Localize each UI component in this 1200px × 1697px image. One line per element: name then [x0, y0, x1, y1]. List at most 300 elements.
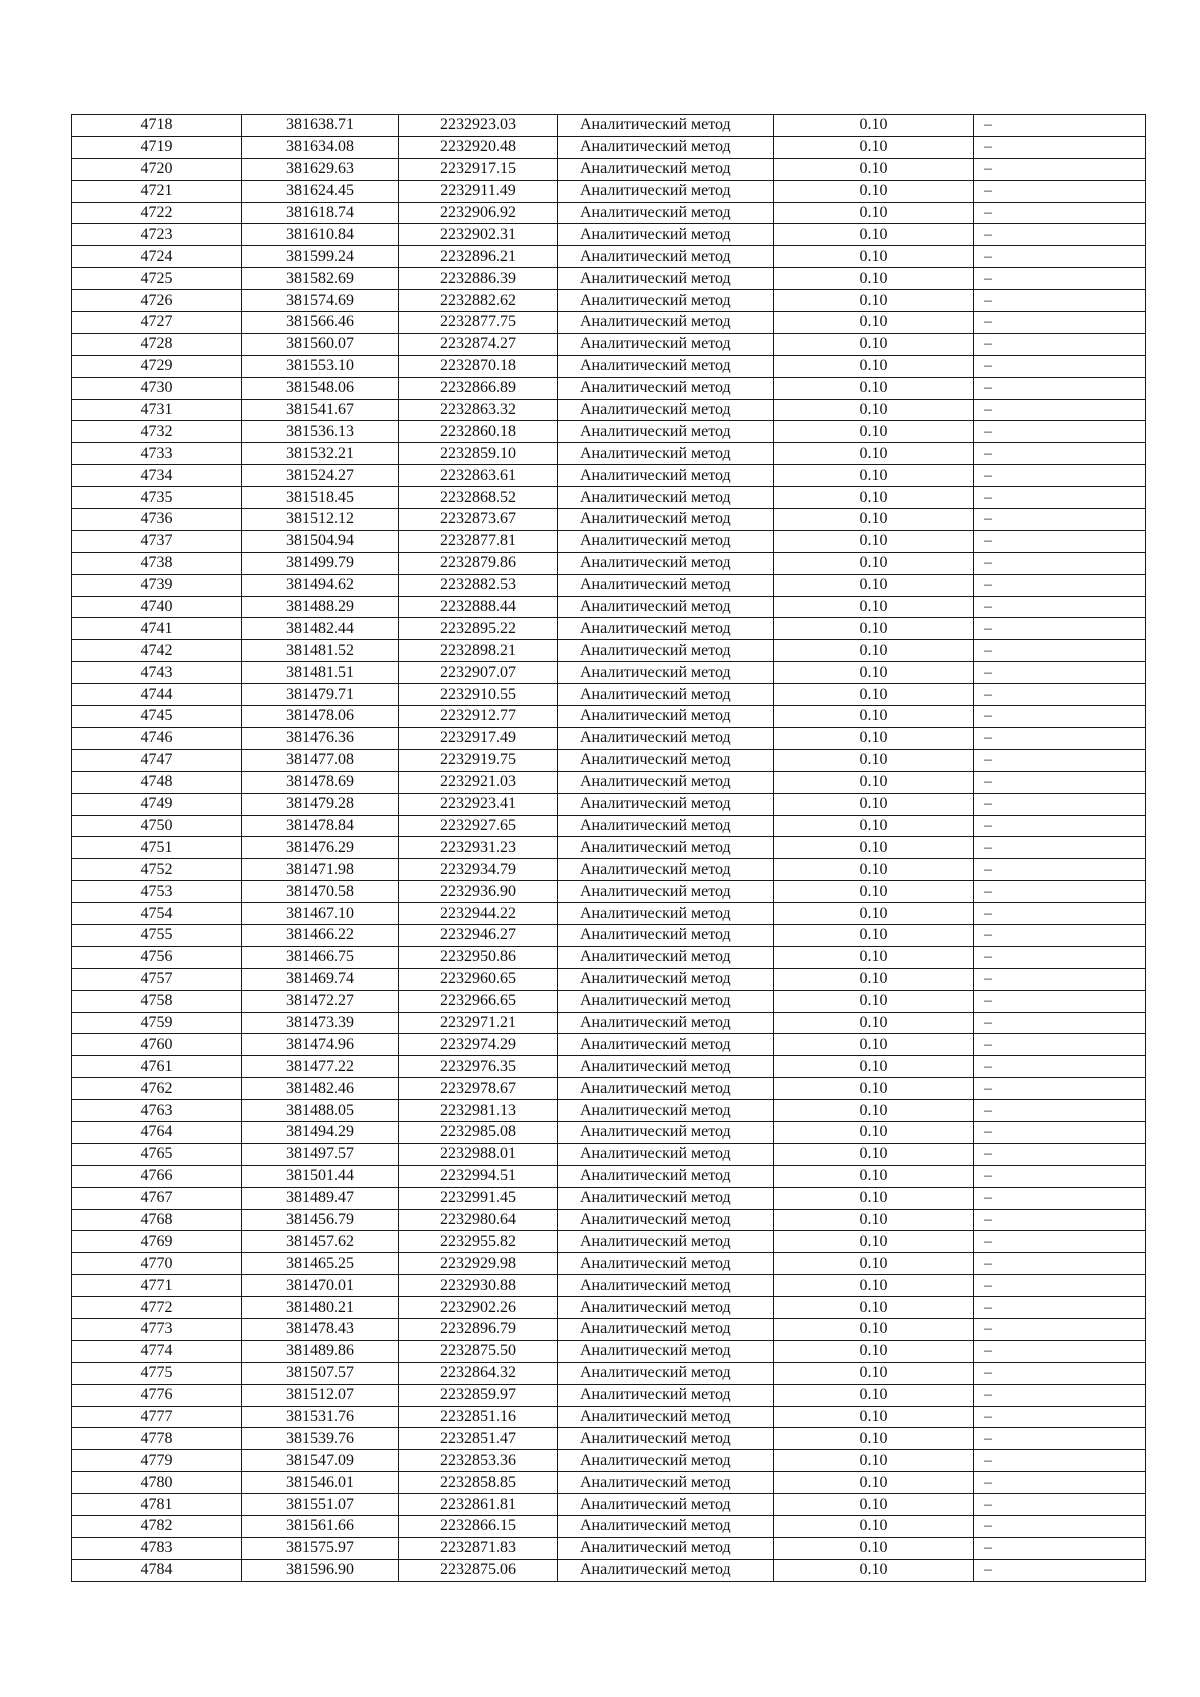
point-number-cell: 4767	[72, 1187, 242, 1209]
method-cell: Аналитический метод	[558, 1494, 774, 1516]
x-coordinate-cell: 381479.28	[242, 793, 399, 815]
point-number-cell: 4765	[72, 1143, 242, 1165]
table-row	[72, 1034, 1146, 1056]
point-number-cell: 4744	[72, 684, 242, 706]
note-cell: –	[974, 1406, 1146, 1428]
table-row	[72, 684, 1146, 706]
accuracy-cell: 0.10	[774, 1340, 974, 1362]
table-row	[72, 924, 1146, 946]
note-cell: –	[974, 268, 1146, 290]
method-cell: Аналитический метод	[558, 333, 774, 355]
accuracy-cell: 0.10	[774, 903, 974, 925]
method-cell: Аналитический метод	[558, 1428, 774, 1450]
y-coordinate-cell: 2232868.52	[399, 487, 558, 509]
x-coordinate-cell: 381618.74	[242, 202, 399, 224]
note-cell: –	[974, 1362, 1146, 1384]
point-number-cell: 4728	[72, 333, 242, 355]
y-coordinate-cell: 2232927.65	[399, 815, 558, 837]
x-coordinate-cell: 381497.57	[242, 1143, 399, 1165]
x-coordinate-cell: 381478.84	[242, 815, 399, 837]
point-number-cell: 4758	[72, 990, 242, 1012]
x-coordinate-cell: 381482.44	[242, 618, 399, 640]
table-row	[72, 312, 1146, 334]
accuracy-cell: 0.10	[774, 793, 974, 815]
accuracy-cell: 0.10	[774, 1209, 974, 1231]
x-coordinate-cell: 381547.09	[242, 1450, 399, 1472]
method-cell: Аналитический метод	[558, 1450, 774, 1472]
x-coordinate-cell: 381494.29	[242, 1121, 399, 1143]
x-coordinate-cell: 381480.21	[242, 1297, 399, 1319]
method-cell: Аналитический метод	[558, 224, 774, 246]
method-cell: Аналитический метод	[558, 837, 774, 859]
accuracy-cell: 0.10	[774, 509, 974, 531]
accuracy-cell: 0.10	[774, 1494, 974, 1516]
accuracy-cell: 0.10	[774, 1143, 974, 1165]
accuracy-cell: 0.10	[774, 924, 974, 946]
accuracy-cell: 0.10	[774, 1121, 974, 1143]
y-coordinate-cell: 2232976.35	[399, 1056, 558, 1078]
method-cell: Аналитический метод	[558, 1056, 774, 1078]
y-coordinate-cell: 2232988.01	[399, 1143, 558, 1165]
x-coordinate-cell: 381546.01	[242, 1472, 399, 1494]
y-coordinate-cell: 2232882.62	[399, 290, 558, 312]
accuracy-cell: 0.10	[774, 1231, 974, 1253]
note-cell: –	[974, 684, 1146, 706]
note-cell: –	[974, 399, 1146, 421]
accuracy-cell: 0.10	[774, 596, 974, 618]
method-cell: Аналитический метод	[558, 115, 774, 137]
method-cell: Аналитический метод	[558, 377, 774, 399]
method-cell: Аналитический метод	[558, 1559, 774, 1581]
method-cell: Аналитический метод	[558, 465, 774, 487]
accuracy-cell: 0.10	[774, 706, 974, 728]
method-cell: Аналитический метод	[558, 815, 774, 837]
x-coordinate-cell: 381477.08	[242, 749, 399, 771]
table-row	[72, 1340, 1146, 1362]
method-cell: Аналитический метод	[558, 1078, 774, 1100]
y-coordinate-cell: 2232966.65	[399, 990, 558, 1012]
method-cell: Аналитический метод	[558, 1472, 774, 1494]
accuracy-cell: 0.10	[774, 640, 974, 662]
note-cell: –	[974, 924, 1146, 946]
method-cell: Аналитический метод	[558, 312, 774, 334]
note-cell: –	[974, 662, 1146, 684]
method-cell: Аналитический метод	[558, 1121, 774, 1143]
method-cell: Аналитический метод	[558, 1012, 774, 1034]
accuracy-cell: 0.10	[774, 115, 974, 137]
x-coordinate-cell: 381596.90	[242, 1559, 399, 1581]
point-number-cell: 4731	[72, 399, 242, 421]
y-coordinate-cell: 2232902.26	[399, 1297, 558, 1319]
point-number-cell: 4784	[72, 1559, 242, 1581]
note-cell: –	[974, 946, 1146, 968]
method-cell: Аналитический метод	[558, 968, 774, 990]
y-coordinate-cell: 2232907.07	[399, 662, 558, 684]
note-cell: –	[974, 290, 1146, 312]
x-coordinate-cell: 381512.12	[242, 509, 399, 531]
accuracy-cell: 0.10	[774, 1253, 974, 1275]
accuracy-cell: 0.10	[774, 1318, 974, 1340]
method-cell: Аналитический метод	[558, 158, 774, 180]
note-cell: –	[974, 640, 1146, 662]
x-coordinate-cell: 381566.46	[242, 312, 399, 334]
x-coordinate-cell: 381504.94	[242, 530, 399, 552]
method-cell: Аналитический метод	[558, 1318, 774, 1340]
method-cell: Аналитический метод	[558, 290, 774, 312]
table-row	[72, 1012, 1146, 1034]
accuracy-cell: 0.10	[774, 1516, 974, 1538]
x-coordinate-cell: 381478.43	[242, 1318, 399, 1340]
point-number-cell: 4724	[72, 246, 242, 268]
accuracy-cell: 0.10	[774, 1428, 974, 1450]
note-cell: –	[974, 180, 1146, 202]
x-coordinate-cell: 381610.84	[242, 224, 399, 246]
method-cell: Аналитический метод	[558, 684, 774, 706]
accuracy-cell: 0.10	[774, 771, 974, 793]
note-cell: –	[974, 859, 1146, 881]
accuracy-cell: 0.10	[774, 727, 974, 749]
y-coordinate-cell: 2232866.15	[399, 1516, 558, 1538]
method-cell: Аналитический метод	[558, 1231, 774, 1253]
point-number-cell: 4757	[72, 968, 242, 990]
y-coordinate-cell: 2232863.32	[399, 399, 558, 421]
accuracy-cell: 0.10	[774, 268, 974, 290]
note-cell: –	[974, 1253, 1146, 1275]
x-coordinate-cell: 381507.57	[242, 1362, 399, 1384]
point-number-cell: 4777	[72, 1406, 242, 1428]
method-cell: Аналитический метод	[558, 530, 774, 552]
y-coordinate-cell: 2232919.75	[399, 749, 558, 771]
note-cell: –	[974, 1100, 1146, 1122]
table-row	[72, 1209, 1146, 1231]
note-cell: –	[974, 509, 1146, 531]
method-cell: Аналитический метод	[558, 1253, 774, 1275]
table-row	[72, 881, 1146, 903]
point-number-cell: 4762	[72, 1078, 242, 1100]
note-cell: –	[974, 1012, 1146, 1034]
point-number-cell: 4740	[72, 596, 242, 618]
x-coordinate-cell: 381457.62	[242, 1231, 399, 1253]
table-row	[72, 1100, 1146, 1122]
accuracy-cell: 0.10	[774, 377, 974, 399]
note-cell: –	[974, 1231, 1146, 1253]
table-row	[72, 1253, 1146, 1275]
table-row	[72, 837, 1146, 859]
table-row	[72, 1450, 1146, 1472]
accuracy-cell: 0.10	[774, 946, 974, 968]
point-number-cell: 4783	[72, 1537, 242, 1559]
point-number-cell: 4772	[72, 1297, 242, 1319]
accuracy-cell: 0.10	[774, 399, 974, 421]
table-row	[72, 946, 1146, 968]
x-coordinate-cell: 381531.76	[242, 1406, 399, 1428]
note-cell: –	[974, 1384, 1146, 1406]
point-number-cell: 4768	[72, 1209, 242, 1231]
note-cell: –	[974, 1056, 1146, 1078]
accuracy-cell: 0.10	[774, 421, 974, 443]
table-row	[72, 1516, 1146, 1538]
note-cell: –	[974, 465, 1146, 487]
point-number-cell: 4733	[72, 443, 242, 465]
note-cell: –	[974, 1537, 1146, 1559]
y-coordinate-cell: 2232920.48	[399, 136, 558, 158]
y-coordinate-cell: 2232871.83	[399, 1537, 558, 1559]
point-number-cell: 4763	[72, 1100, 242, 1122]
table-row	[72, 509, 1146, 531]
note-cell: –	[974, 1472, 1146, 1494]
note-cell: –	[974, 1209, 1146, 1231]
x-coordinate-cell: 381466.22	[242, 924, 399, 946]
x-coordinate-cell: 381536.13	[242, 421, 399, 443]
x-coordinate-cell: 381560.07	[242, 333, 399, 355]
method-cell: Аналитический метод	[558, 1384, 774, 1406]
note-cell: –	[974, 158, 1146, 180]
y-coordinate-cell: 2232944.22	[399, 903, 558, 925]
x-coordinate-cell: 381488.05	[242, 1100, 399, 1122]
note-cell: –	[974, 1297, 1146, 1319]
table-row	[72, 968, 1146, 990]
table-row	[72, 793, 1146, 815]
method-cell: Аналитический метод	[558, 136, 774, 158]
point-number-cell: 4779	[72, 1450, 242, 1472]
note-cell: –	[974, 837, 1146, 859]
y-coordinate-cell: 2232980.64	[399, 1209, 558, 1231]
note-cell: –	[974, 136, 1146, 158]
point-number-cell: 4764	[72, 1121, 242, 1143]
note-cell: –	[974, 552, 1146, 574]
accuracy-cell: 0.10	[774, 1472, 974, 1494]
y-coordinate-cell: 2232875.50	[399, 1340, 558, 1362]
point-number-cell: 4754	[72, 903, 242, 925]
accuracy-cell: 0.10	[774, 158, 974, 180]
y-coordinate-cell: 2232946.27	[399, 924, 558, 946]
note-cell: –	[974, 793, 1146, 815]
accuracy-cell: 0.10	[774, 1384, 974, 1406]
x-coordinate-cell: 381561.66	[242, 1516, 399, 1538]
x-coordinate-cell: 381476.36	[242, 727, 399, 749]
note-cell: –	[974, 487, 1146, 509]
method-cell: Аналитический метод	[558, 421, 774, 443]
accuracy-cell: 0.10	[774, 1078, 974, 1100]
y-coordinate-cell: 2232929.98	[399, 1253, 558, 1275]
y-coordinate-cell: 2232861.81	[399, 1494, 558, 1516]
table-row	[72, 1494, 1146, 1516]
y-coordinate-cell: 2232882.53	[399, 574, 558, 596]
note-cell: –	[974, 1494, 1146, 1516]
table-row	[72, 1165, 1146, 1187]
x-coordinate-cell: 381575.97	[242, 1537, 399, 1559]
accuracy-cell: 0.10	[774, 1034, 974, 1056]
table-body	[72, 115, 1146, 1582]
point-number-cell: 4745	[72, 706, 242, 728]
accuracy-cell: 0.10	[774, 1450, 974, 1472]
point-number-cell: 4741	[72, 618, 242, 640]
y-coordinate-cell: 2232991.45	[399, 1187, 558, 1209]
method-cell: Аналитический метод	[558, 946, 774, 968]
method-cell: Аналитический метод	[558, 509, 774, 531]
y-coordinate-cell: 2232896.21	[399, 246, 558, 268]
table-row	[72, 749, 1146, 771]
x-coordinate-cell: 381518.45	[242, 487, 399, 509]
y-coordinate-cell: 2232917.15	[399, 158, 558, 180]
y-coordinate-cell: 2232912.77	[399, 706, 558, 728]
method-cell: Аналитический метод	[558, 1275, 774, 1297]
table-row	[72, 465, 1146, 487]
table-row	[72, 224, 1146, 246]
method-cell: Аналитический метод	[558, 246, 774, 268]
x-coordinate-cell: 381553.10	[242, 355, 399, 377]
method-cell: Аналитический метод	[558, 749, 774, 771]
table-row	[72, 618, 1146, 640]
x-coordinate-cell: 381477.22	[242, 1056, 399, 1078]
point-number-cell: 4780	[72, 1472, 242, 1494]
accuracy-cell: 0.10	[774, 618, 974, 640]
table-row	[72, 859, 1146, 881]
note-cell: –	[974, 355, 1146, 377]
method-cell: Аналитический метод	[558, 1537, 774, 1559]
point-number-cell: 4750	[72, 815, 242, 837]
y-coordinate-cell: 2232877.75	[399, 312, 558, 334]
accuracy-cell: 0.10	[774, 1275, 974, 1297]
accuracy-cell: 0.10	[774, 815, 974, 837]
accuracy-cell: 0.10	[774, 246, 974, 268]
table-row	[72, 268, 1146, 290]
method-cell: Аналитический метод	[558, 1297, 774, 1319]
x-coordinate-cell: 381478.06	[242, 706, 399, 728]
y-coordinate-cell: 2232886.39	[399, 268, 558, 290]
accuracy-cell: 0.10	[774, 487, 974, 509]
note-cell: –	[974, 990, 1146, 1012]
x-coordinate-cell: 381539.76	[242, 1428, 399, 1450]
y-coordinate-cell: 2232898.21	[399, 640, 558, 662]
note-cell: –	[974, 1516, 1146, 1538]
accuracy-cell: 0.10	[774, 1537, 974, 1559]
y-coordinate-cell: 2232874.27	[399, 333, 558, 355]
y-coordinate-cell: 2232859.97	[399, 1384, 558, 1406]
method-cell: Аналитический метод	[558, 1165, 774, 1187]
method-cell: Аналитический метод	[558, 771, 774, 793]
accuracy-cell: 0.10	[774, 290, 974, 312]
table-row	[72, 727, 1146, 749]
table-row	[72, 1537, 1146, 1559]
y-coordinate-cell: 2232864.32	[399, 1362, 558, 1384]
note-cell: –	[974, 574, 1146, 596]
x-coordinate-cell: 381467.10	[242, 903, 399, 925]
note-cell: –	[974, 1275, 1146, 1297]
point-number-cell: 4778	[72, 1428, 242, 1450]
method-cell: Аналитический метод	[558, 793, 774, 815]
x-coordinate-cell: 381489.86	[242, 1340, 399, 1362]
method-cell: Аналитический метод	[558, 268, 774, 290]
note-cell: –	[974, 1559, 1146, 1581]
accuracy-cell: 0.10	[774, 968, 974, 990]
table-row	[72, 1297, 1146, 1319]
y-coordinate-cell: 2232879.86	[399, 552, 558, 574]
y-coordinate-cell: 2232873.67	[399, 509, 558, 531]
method-cell: Аналитический метод	[558, 574, 774, 596]
note-cell: –	[974, 421, 1146, 443]
coordinates-table	[71, 114, 1146, 1582]
x-coordinate-cell: 381638.71	[242, 115, 399, 137]
method-cell: Аналитический метод	[558, 1340, 774, 1362]
y-coordinate-cell: 2232936.90	[399, 881, 558, 903]
point-number-cell: 4760	[72, 1034, 242, 1056]
accuracy-cell: 0.10	[774, 202, 974, 224]
y-coordinate-cell: 2232906.92	[399, 202, 558, 224]
note-cell: –	[974, 618, 1146, 640]
x-coordinate-cell: 381481.51	[242, 662, 399, 684]
point-number-cell: 4776	[72, 1384, 242, 1406]
note-cell: –	[974, 596, 1146, 618]
note-cell: –	[974, 1450, 1146, 1472]
y-coordinate-cell: 2232974.29	[399, 1034, 558, 1056]
note-cell: –	[974, 246, 1146, 268]
accuracy-cell: 0.10	[774, 333, 974, 355]
table-row	[72, 1384, 1146, 1406]
note-cell: –	[974, 1428, 1146, 1450]
point-number-cell: 4773	[72, 1318, 242, 1340]
x-coordinate-cell: 381473.39	[242, 1012, 399, 1034]
accuracy-cell: 0.10	[774, 1100, 974, 1122]
method-cell: Аналитический метод	[558, 903, 774, 925]
accuracy-cell: 0.10	[774, 684, 974, 706]
table-row	[72, 990, 1146, 1012]
method-cell: Аналитический метод	[558, 1362, 774, 1384]
table-row	[72, 333, 1146, 355]
table-row	[72, 115, 1146, 137]
x-coordinate-cell: 381599.24	[242, 246, 399, 268]
point-number-cell: 4781	[72, 1494, 242, 1516]
method-cell: Аналитический метод	[558, 924, 774, 946]
note-cell: –	[974, 312, 1146, 334]
point-number-cell: 4761	[72, 1056, 242, 1078]
method-cell: Аналитический метод	[558, 1100, 774, 1122]
y-coordinate-cell: 2232960.65	[399, 968, 558, 990]
y-coordinate-cell: 2232851.16	[399, 1406, 558, 1428]
note-cell: –	[974, 815, 1146, 837]
point-number-cell: 4775	[72, 1362, 242, 1384]
note-cell: –	[974, 706, 1146, 728]
point-number-cell: 4743	[72, 662, 242, 684]
x-coordinate-cell: 381472.27	[242, 990, 399, 1012]
method-cell: Аналитический метод	[558, 1209, 774, 1231]
accuracy-cell: 0.10	[774, 837, 974, 859]
accuracy-cell: 0.10	[774, 749, 974, 771]
y-coordinate-cell: 2232911.49	[399, 180, 558, 202]
note-cell: –	[974, 202, 1146, 224]
point-number-cell: 4737	[72, 530, 242, 552]
y-coordinate-cell: 2232877.81	[399, 530, 558, 552]
table-row	[72, 1078, 1146, 1100]
x-coordinate-cell: 381471.98	[242, 859, 399, 881]
point-number-cell: 4732	[72, 421, 242, 443]
x-coordinate-cell: 381456.79	[242, 1209, 399, 1231]
method-cell: Аналитический метод	[558, 727, 774, 749]
note-cell: –	[974, 1165, 1146, 1187]
point-number-cell: 4753	[72, 881, 242, 903]
x-coordinate-cell: 381482.46	[242, 1078, 399, 1100]
table-row	[72, 596, 1146, 618]
table-row	[72, 1318, 1146, 1340]
table-row	[72, 815, 1146, 837]
y-coordinate-cell: 2232930.88	[399, 1275, 558, 1297]
x-coordinate-cell: 381465.25	[242, 1253, 399, 1275]
method-cell: Аналитический метод	[558, 202, 774, 224]
x-coordinate-cell: 381582.69	[242, 268, 399, 290]
accuracy-cell: 0.10	[774, 859, 974, 881]
method-cell: Аналитический метод	[558, 1516, 774, 1538]
note-cell: –	[974, 903, 1146, 925]
